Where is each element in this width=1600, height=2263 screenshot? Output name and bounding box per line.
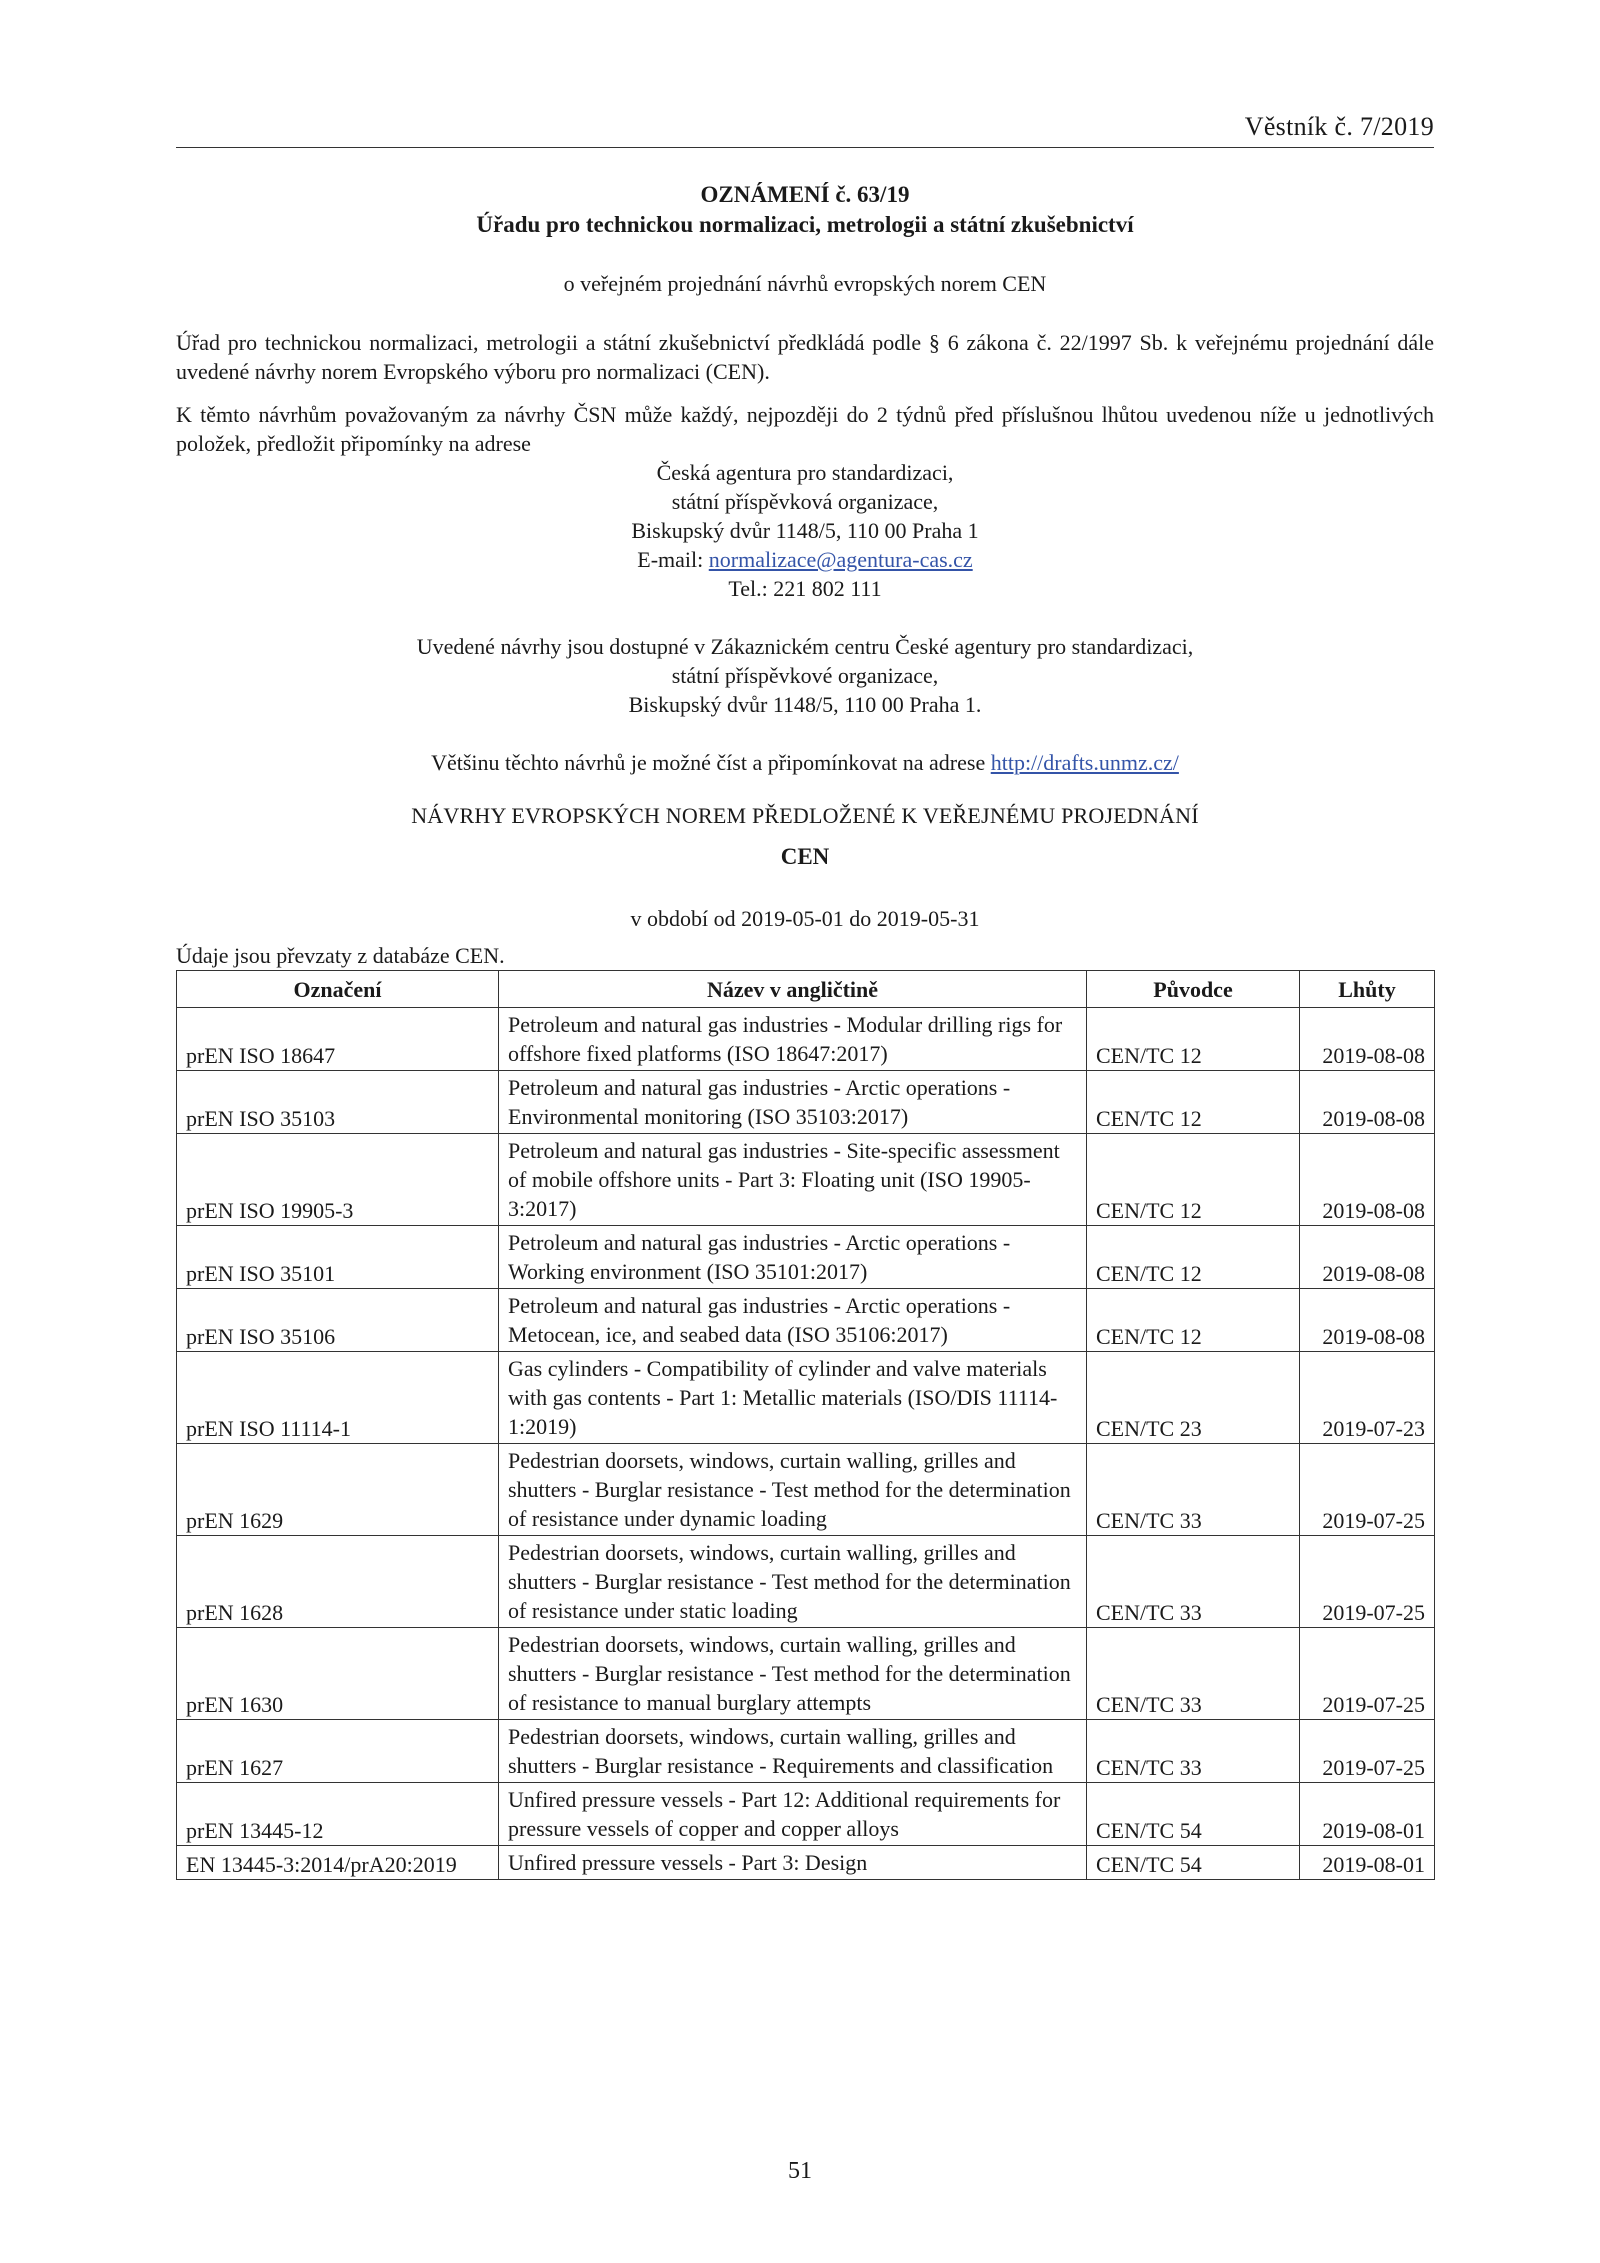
deadline-cell: 2019-08-08: [1300, 1071, 1435, 1134]
originator-cell: CEN/TC 54: [1087, 1846, 1300, 1880]
drafts-text: Většinu těchto návrhů je možné číst a připomínkovat na adrese: [431, 750, 991, 775]
designation-cell: prEN 1627: [177, 1720, 499, 1783]
norms-table: [176, 970, 1435, 1880]
originator-cell: CEN/TC 33: [1087, 1628, 1300, 1720]
title-cell: Unfired pressure vessels - Part 12: Additional requirements for pressure vessels of copper and copper alloys: [499, 1783, 1087, 1846]
designation-cell: prEN ISO 18647: [177, 1008, 499, 1071]
deadline-cell: 2019-08-01: [1300, 1783, 1435, 1846]
intro-paragraph: Úřad pro technickou normalizaci, metrologii a státní zkušebnictví předkládá podle § 6 zákona č. 22/1997 Sb. k veřejnému projednání dále uvedené návrhy norem Evropského výboru pro normalizaci (CEN).: [176, 330, 1434, 384]
designation-cell: prEN 1628: [177, 1536, 499, 1628]
page-header: [176, 110, 1434, 148]
designation-cell: prEN ISO 35106: [177, 1289, 499, 1352]
deadline-cell: 2019-08-08: [1300, 1226, 1435, 1289]
deadline-cell: 2019-08-08: [1300, 1134, 1435, 1226]
title-cell: Petroleum and natural gas industries - Site-specific assessment of mobile offshore units - Part 3: Floating unit (ISO 19905-3:2017): [499, 1134, 1087, 1226]
table-row: [177, 1444, 1435, 1536]
phone-line: Tel.: 221 802 111: [728, 576, 882, 601]
originator-cell: CEN/TC 12: [1087, 1289, 1300, 1352]
deadline-cell: 2019-08-08: [1300, 1289, 1435, 1352]
designation-cell: prEN ISO 35101: [177, 1226, 499, 1289]
drafts-line: [176, 748, 1434, 777]
address-block: [176, 458, 1434, 603]
originator-cell: CEN/TC 12: [1087, 1226, 1300, 1289]
title-cell: Petroleum and natural gas industries - Arctic operations - Metocean, ice, and seabed data (ISO 35106:2017): [499, 1289, 1087, 1352]
designation-cell: prEN 1630: [177, 1628, 499, 1720]
source-note: Údaje jsou převzaty z databáze CEN.: [176, 943, 505, 968]
table-row: [177, 1628, 1435, 1720]
title-cell: Petroleum and natural gas industries - Arctic operations - Environmental monitoring (ISO 35103:2017): [499, 1071, 1087, 1134]
announcement-subject: o veřejném projednání návrhů evropských norem CEN: [563, 271, 1047, 296]
title-cell: Pedestrian doorsets, windows, curtain walling, grilles and shutters - Burglar resistance - Test method for the determination of resistance under static loading: [499, 1536, 1087, 1628]
table-row: [177, 1134, 1435, 1226]
designation-cell: prEN ISO 35103: [177, 1071, 499, 1134]
table-row: [177, 1720, 1435, 1783]
table-row: [177, 1226, 1435, 1289]
originator-cell: CEN/TC 54: [1087, 1783, 1300, 1846]
issue-label: Věstník č. 7/2019: [1244, 112, 1434, 141]
availability-block: [176, 632, 1434, 719]
title-cell: Petroleum and natural gas industries - Arctic operations - Working environment (ISO 35101:2017): [499, 1226, 1087, 1289]
originator-cell: CEN/TC 33: [1087, 1444, 1300, 1536]
originator-cell: CEN/TC 33: [1087, 1720, 1300, 1783]
designation-cell: prEN ISO 11114-1: [177, 1352, 499, 1444]
deadline-cell: 2019-07-25: [1300, 1628, 1435, 1720]
title-cell: Petroleum and natural gas industries - Modular drilling rigs for offshore fixed platforms (ISO 18647:2017): [499, 1008, 1087, 1071]
deadline-cell: 2019-07-23: [1300, 1352, 1435, 1444]
column-header-originator: Původce: [1087, 971, 1300, 1008]
table-row: [177, 1352, 1435, 1444]
deadline-cell: 2019-08-01: [1300, 1846, 1435, 1880]
table-row: [177, 1008, 1435, 1071]
designation-cell: EN 13445-3:2014/prA20:2019: [177, 1846, 499, 1880]
announcement-title: OZNÁMENÍ č. 63/19: [700, 182, 910, 207]
organization-heading: CEN: [780, 844, 830, 869]
deadline-cell: 2019-07-25: [1300, 1536, 1435, 1628]
period-line: v období od 2019-05-01 do 2019-05-31: [630, 906, 980, 931]
table-row: [177, 1289, 1435, 1352]
email-label: E-mail:: [637, 547, 709, 572]
designation-cell: prEN ISO 19905-3: [177, 1134, 499, 1226]
availability-line: Uvedené návrhy jsou dostupné v Zákaznickém centru České agentury pro standardizaci,: [416, 634, 1194, 659]
column-header-deadline: Lhůty: [1300, 971, 1435, 1008]
availability-line: Biskupský dvůr 1148/5, 110 00 Praha 1.: [628, 692, 982, 717]
originator-cell: CEN/TC 12: [1087, 1071, 1300, 1134]
table-row: [177, 1536, 1435, 1628]
title-cell: Pedestrian doorsets, windows, curtain walling, grilles and shutters - Burglar resistance - Test method for the determination of resistance under dynamic loading: [499, 1444, 1087, 1536]
email-link[interactable]: normalizace@agentura-cas.cz: [708, 547, 973, 572]
originator-cell: CEN/TC 33: [1087, 1536, 1300, 1628]
comments-paragraph: K těmto návrhům považovaným za návrhy ČSN může každý, nejpozději do 2 týdnů před příslušnou lhůtou uvedenou níže u jednotlivých položek, předložit připomínky na adrese: [176, 402, 1434, 456]
table-row: [177, 1071, 1435, 1134]
email-line: [176, 545, 1434, 574]
designation-cell: prEN 1629: [177, 1444, 499, 1536]
deadline-cell: 2019-08-08: [1300, 1008, 1435, 1071]
originator-cell: CEN/TC 12: [1087, 1008, 1300, 1071]
title-cell: Pedestrian doorsets, windows, curtain walling, grilles and shutters - Burglar resistance - Test method for the determination of resistance to manual burglary attempts: [499, 1628, 1087, 1720]
deadline-cell: 2019-07-25: [1300, 1720, 1435, 1783]
announcement-authority: Úřadu pro technickou normalizaci, metrologii a státní zkušebnictví: [476, 212, 1134, 237]
title-cell: Gas cylinders - Compatibility of cylinder and valve materials with gas contents - Part 1: Metallic materials (ISO/DIS 11114-1:2019): [499, 1352, 1087, 1444]
availability-line: státní příspěvkové organizace,: [671, 663, 939, 688]
originator-cell: CEN/TC 23: [1087, 1352, 1300, 1444]
originator-cell: CEN/TC 12: [1087, 1134, 1300, 1226]
designation-cell: prEN 13445-12: [177, 1783, 499, 1846]
document-body: [176, 180, 1434, 1880]
column-header-title: Název v angličtině: [499, 971, 1087, 1008]
page-number: 51: [788, 2158, 812, 2184]
column-header-designation: Označení: [177, 971, 499, 1008]
drafts-link[interactable]: http://drafts.unmz.cz/: [990, 750, 1179, 775]
table-header-row: [177, 971, 1435, 1008]
table-row: [177, 1783, 1435, 1846]
deadline-cell: 2019-07-25: [1300, 1444, 1435, 1536]
address-line: státní příspěvková organizace,: [671, 489, 939, 514]
address-line: Česká agentura pro standardizaci,: [656, 460, 954, 485]
title-cell: Pedestrian doorsets, windows, curtain walling, grilles and shutters - Burglar resistance - Requirements and classification: [499, 1720, 1087, 1783]
title-cell: Unfired pressure vessels - Part 3: Design: [499, 1846, 1087, 1880]
section-heading: NÁVRHY EVROPSKÝCH NOREM PŘEDLOŽENÉ K VEŘEJNÉMU PROJEDNÁNÍ: [411, 803, 1199, 828]
table-row: [177, 1846, 1435, 1880]
address-line: Biskupský dvůr 1148/5, 110 00 Praha 1: [631, 518, 979, 543]
